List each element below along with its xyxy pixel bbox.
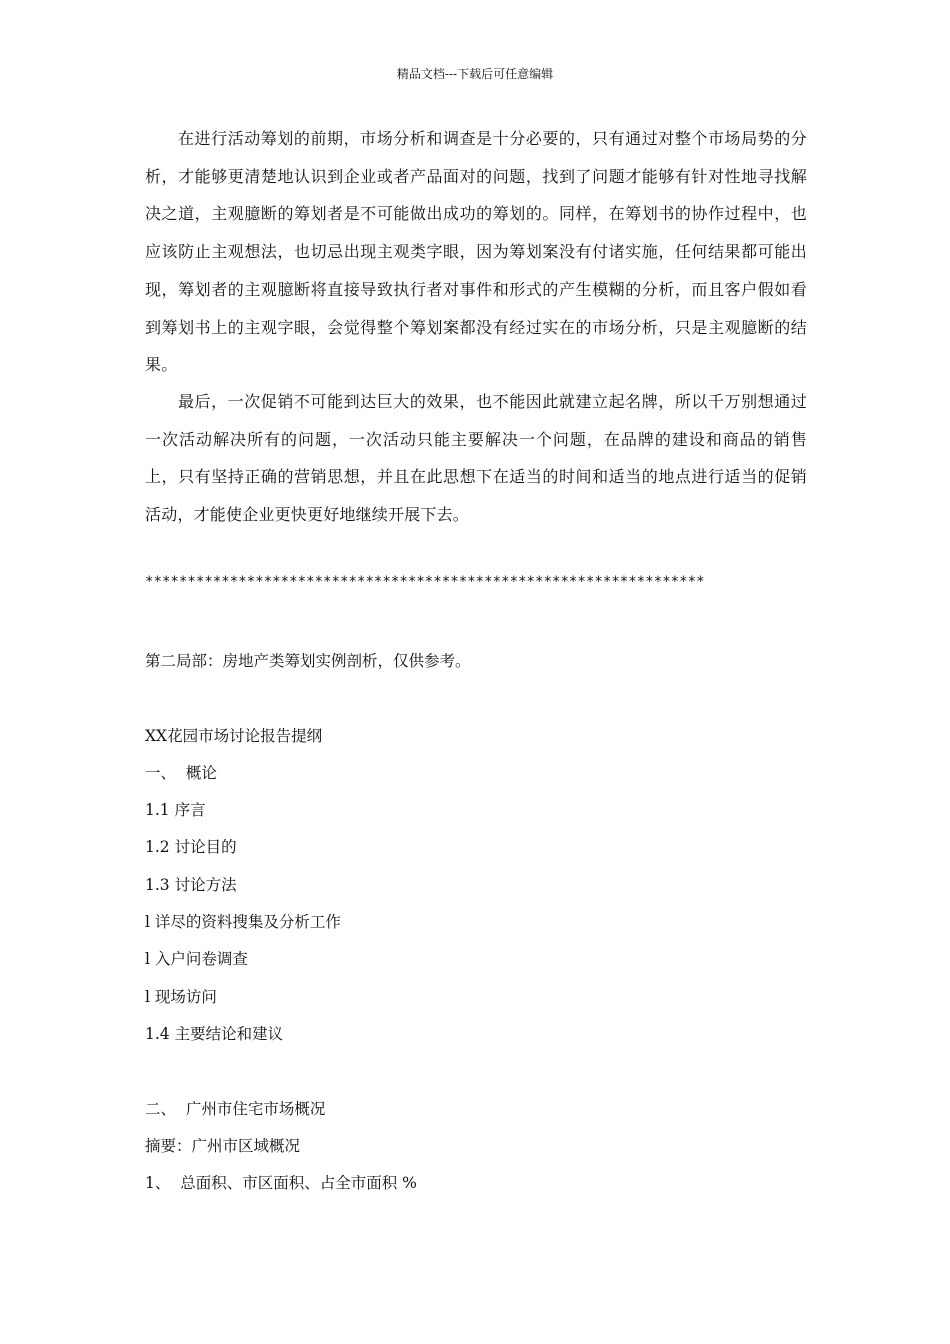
outline-item: 1.3 讨论方法 bbox=[145, 876, 237, 894]
section-intro: 第二局部：房地产类筹划实例剖析，仅供参考。 bbox=[145, 652, 471, 670]
outline-title: XX花园市场讨论报告提纲 bbox=[145, 727, 323, 745]
outline-item: 一、 概论 bbox=[145, 764, 217, 782]
body-paragraph: 在进行活动筹划的前期，市场分析和调查是十分必要的，只有通过对整个市场局势的分析，才能够更清楚地认识到企业或者产品面对的问题，找到了问题才能够有针对性地寻找解决之道，主观臆断的筹划者是不可能做出成功的筹划的。同样，在筹划书的协作过程中，也应该防止主观想法，也切忌出现主观类字眼，因为筹划案没有付诸实施，任何结果都可能出现，筹划者的主观臆断将直接导致执行者对事件和形式的产生模糊的分析，而且客户假如看到筹划书上的主观字眼，会觉得整个筹划案都没有经过实在的市场分析，只是主观臆断的结果。 bbox=[145, 129, 807, 375]
body-paragraph: 最后，一次促销不可能到达巨大的效果，也不能因此就建立起名牌，所以千万别想通过一次活动解决所有的问题，一次活动只能主要解决一个问题，在品牌的建设和商品的销售上，只有坚持正确的营销思想，并且在此思想下在适当的时间和适当的地点进行适当的促销活动，才能使企业更快更好地继续开展下去。 bbox=[145, 392, 807, 525]
separator-line: ****************************************************************** bbox=[145, 574, 705, 590]
page-header: 精品文档---下载后可任意编辑 bbox=[396, 67, 554, 81]
section-heading: 二、 广州市住宅市场概况 bbox=[145, 1100, 326, 1118]
section-summary: 摘要：广州市区域概况 bbox=[145, 1137, 301, 1155]
outline-item: l 详尽的资料搜集及分析工作 bbox=[145, 913, 341, 931]
outline-item: l 入户问卷调查 bbox=[145, 950, 248, 968]
outline-item: 1、 总面积、市区面积、占全市面积 % bbox=[145, 1174, 417, 1192]
outline-item: 1.1 序言 bbox=[145, 801, 206, 819]
outline-item: 1.4 主要结论和建议 bbox=[145, 1025, 284, 1043]
outline-item: 1.2 讨论目的 bbox=[145, 838, 237, 856]
outline-item: l 现场访问 bbox=[145, 988, 217, 1006]
